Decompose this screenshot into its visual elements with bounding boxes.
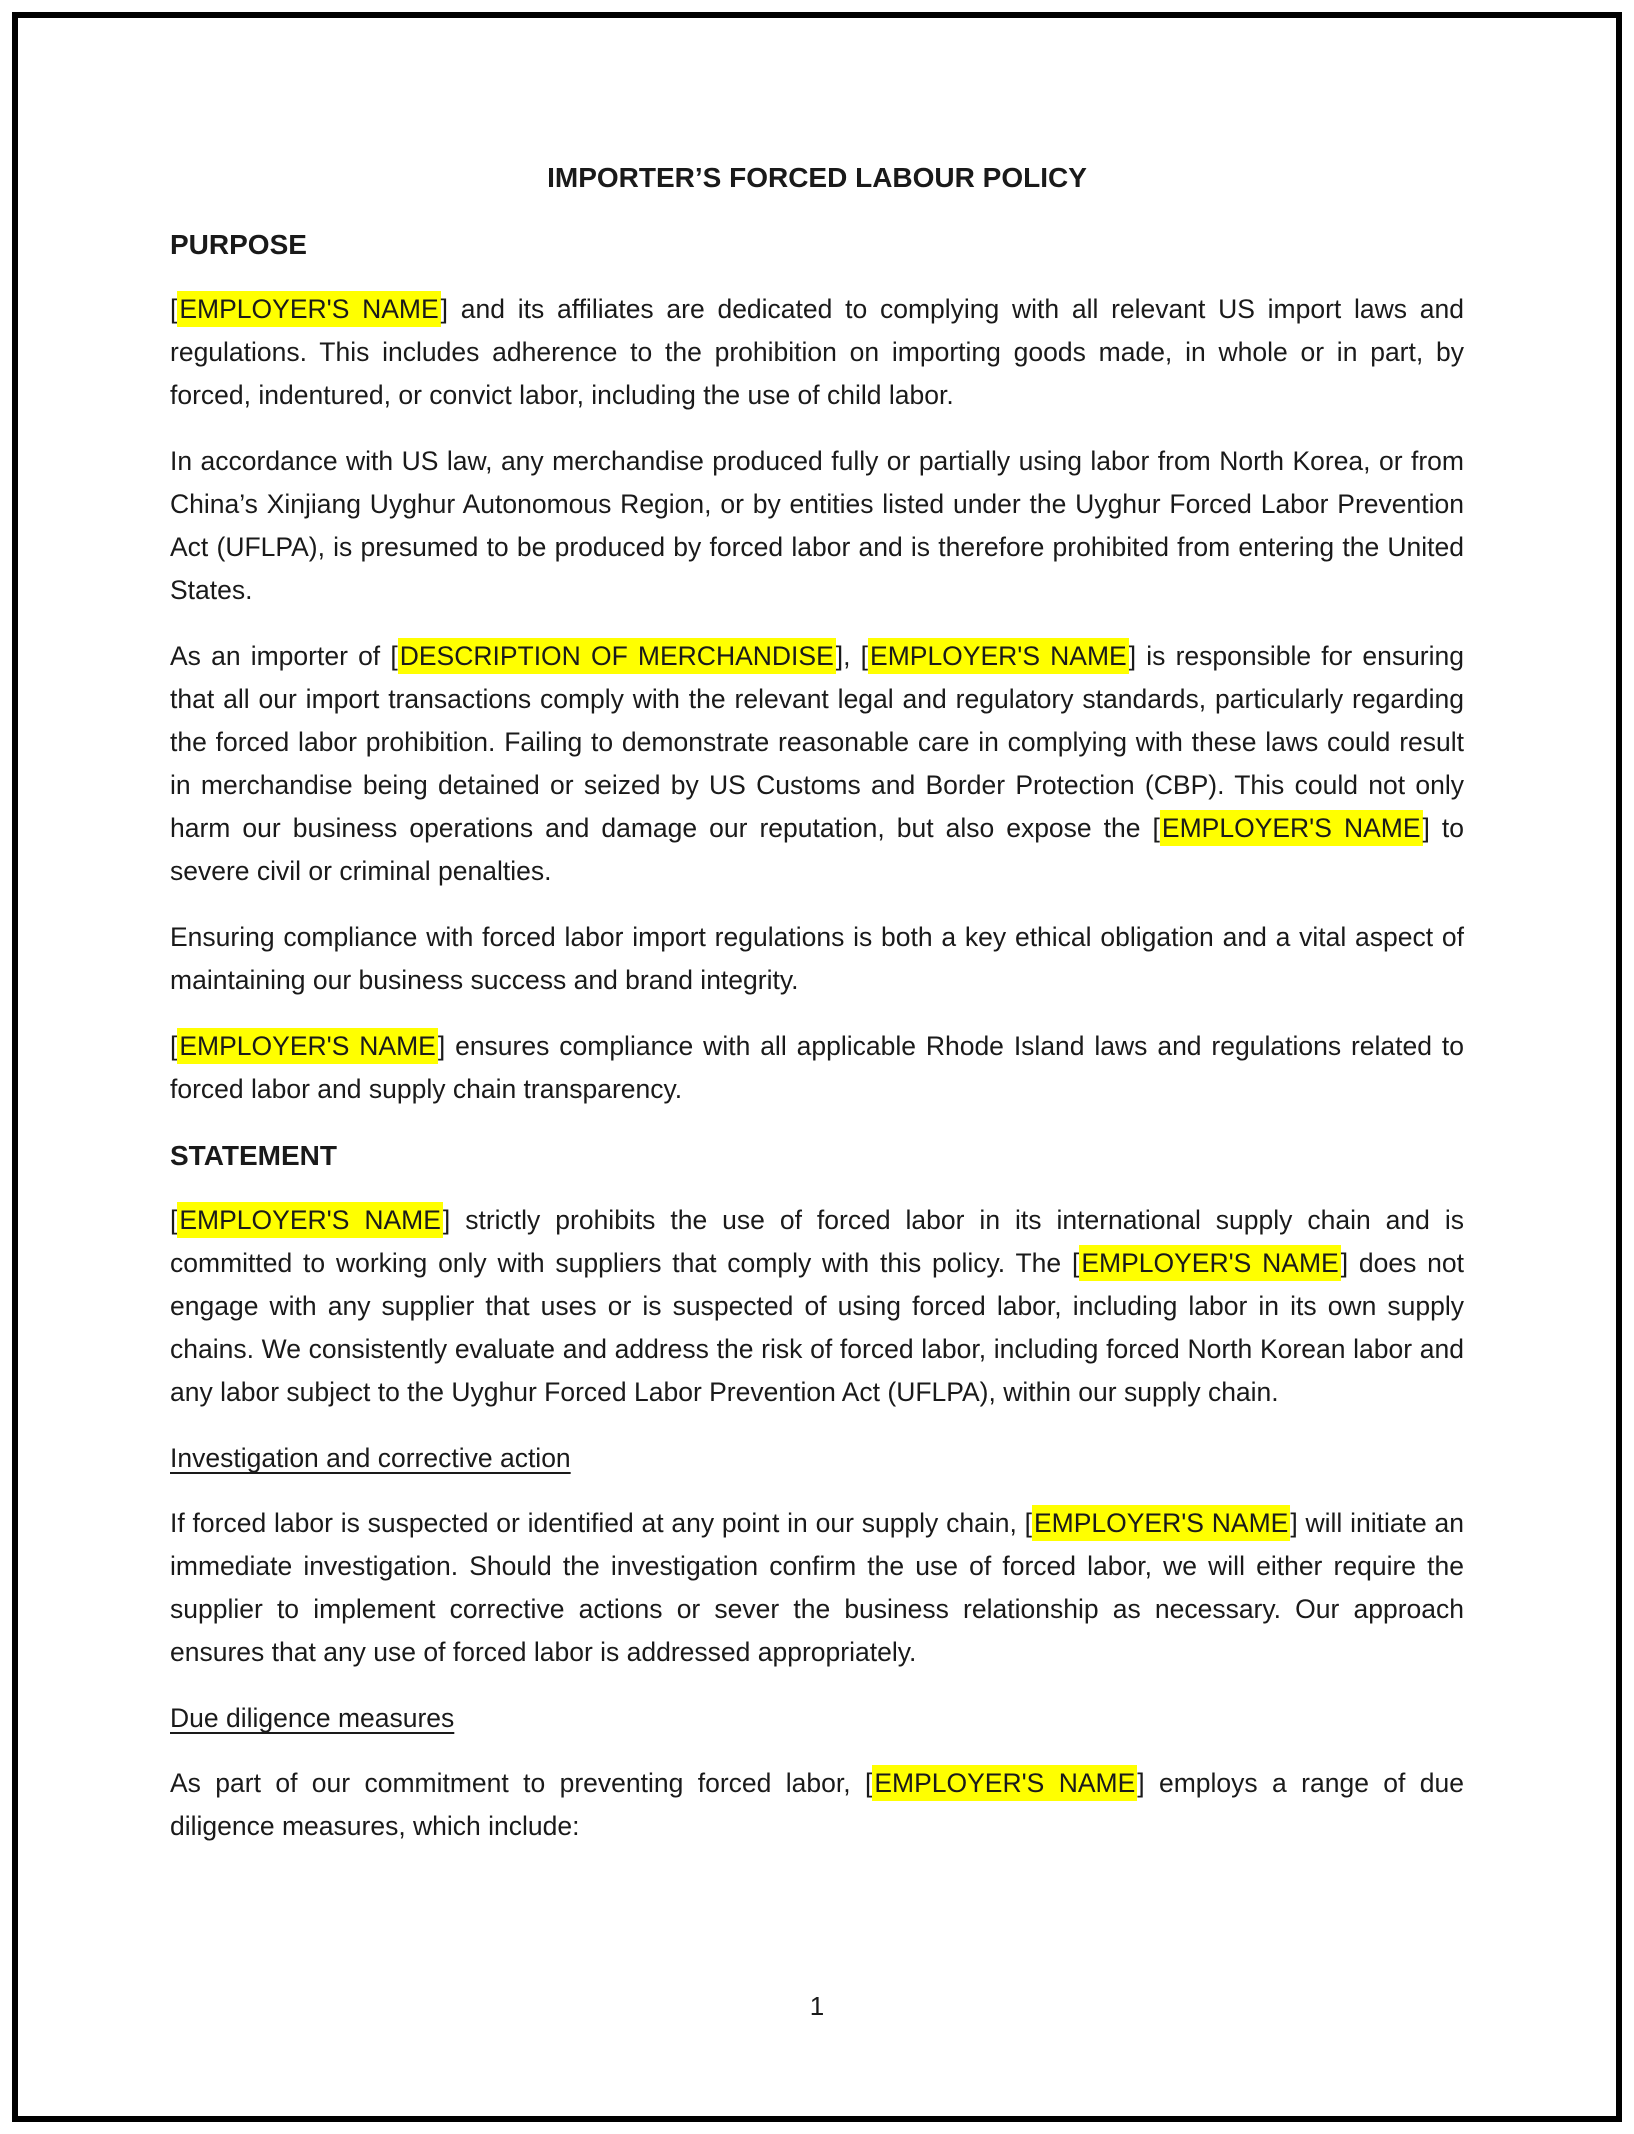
subsection-heading-due-diligence: Due diligence measures	[170, 1703, 455, 1733]
text-run: In accordance with US law, any merchandise produced fully or partially using labor from North Korea, or from China’s Xinjiang Uyghur Autonomous Region, or by entities listed under the Uyghur Forced Labor Prevention Act (UFLPA), is presumed to be produced by forced labor and is therefore prohibited from entering the United States.	[170, 446, 1464, 605]
paragraph	[170, 288, 1464, 417]
paragraph	[170, 1199, 1464, 1414]
subsection-heading-investigation: Investigation and corrective action	[170, 1443, 571, 1473]
text-run: ], [	[835, 641, 869, 671]
paragraph	[170, 916, 1464, 1002]
placeholder-highlight: EMPLOYER'S NAME	[868, 638, 1129, 674]
placeholder-highlight: EMPLOYER'S NAME	[1160, 810, 1423, 846]
document-title: IMPORTER’S FORCED LABOUR POLICY	[547, 162, 1087, 193]
text-run: [	[170, 1031, 178, 1061]
text-run: ] is responsible for ensuring that all our import transactions comply with the relevant legal and regulatory standards, particularly regarding the forced labor prohibition. Failing to demonstrate reasonable care in complying with these laws could result in merchandise being detained or seized by US Customs and Border Protection (CBP). This could not only harm our business operations and damage our reputation, but also expose the [	[170, 641, 1464, 843]
text-run: As part of our commitment to preventing forced labor, [	[170, 1768, 873, 1798]
text-run: Ensuring compliance with forced labor import regulations is both a key ethical obligation and a vital aspect of maintaining our business success and brand integrity.	[170, 922, 1464, 995]
paragraph	[170, 1502, 1464, 1674]
placeholder-highlight: EMPLOYER'S NAME	[1032, 1505, 1290, 1541]
text-run: ] to severe civil or criminal penalties.	[170, 813, 1465, 886]
placeholder-highlight: EMPLOYER'S NAME	[177, 1202, 443, 1238]
text-run: As an importer of [	[170, 641, 398, 671]
text-run: ] will initiate an immediate investigation. Should the investigation confirm the use of forced labor, we will either require the supplier to implement corrective actions or sever the business relationship as necessary. Our approach ensures that any use of forced labor is addressed appropriately.	[170, 1508, 1464, 1667]
placeholder-highlight: DESCRIPTION OF MERCHANDISE	[398, 638, 836, 674]
text-run: ] and its affiliates are dedicated to complying with all relevant US import laws and regulations. This includes adherence to the prohibition on importing goods made, in whole or in part, by forced, indentured, or convict labor, including the use of child labor.	[170, 294, 1464, 410]
section-heading-purpose: PURPOSE	[170, 229, 307, 260]
paragraph	[170, 440, 1464, 612]
text-run: ] employs a range of due diligence measures, which include:	[170, 1768, 1464, 1841]
page-number: 1	[809, 1991, 825, 2021]
placeholder-highlight: EMPLOYER'S NAME	[1079, 1245, 1340, 1281]
text-run: [	[170, 294, 178, 324]
text-run: If forced labor is suspected or identified at any point in our supply chain, [	[170, 1508, 1032, 1538]
document-content	[170, 156, 1464, 1871]
text-run: ] does not engage with any supplier that uses or is suspected of using forced labor, including labor in its own supply chains. We consistently evaluate and address the risk of forced labor, including forced North Korean labor and any labor subject to the Uyghur Forced Labor Prevention Act (UFLPA), within our supply chain.	[170, 1248, 1465, 1407]
placeholder-highlight: EMPLOYER'S NAME	[872, 1765, 1137, 1801]
placeholder-highlight: EMPLOYER'S NAME	[177, 1028, 437, 1064]
text-run: ] strictly prohibits the use of forced labor in its international supply chain and is committed to working only with suppliers that comply with this policy. The [	[170, 1205, 1464, 1278]
paragraph	[170, 635, 1464, 893]
text-run: [	[170, 1205, 178, 1235]
paragraph	[170, 1025, 1464, 1111]
section-heading-statement: STATEMENT	[170, 1140, 337, 1171]
text-run: ] ensures compliance with all applicable Rhode Island laws and regulations related to forced labor and supply chain transparency.	[170, 1031, 1464, 1104]
placeholder-highlight: EMPLOYER'S NAME	[177, 291, 440, 327]
paragraph	[170, 1762, 1464, 1848]
